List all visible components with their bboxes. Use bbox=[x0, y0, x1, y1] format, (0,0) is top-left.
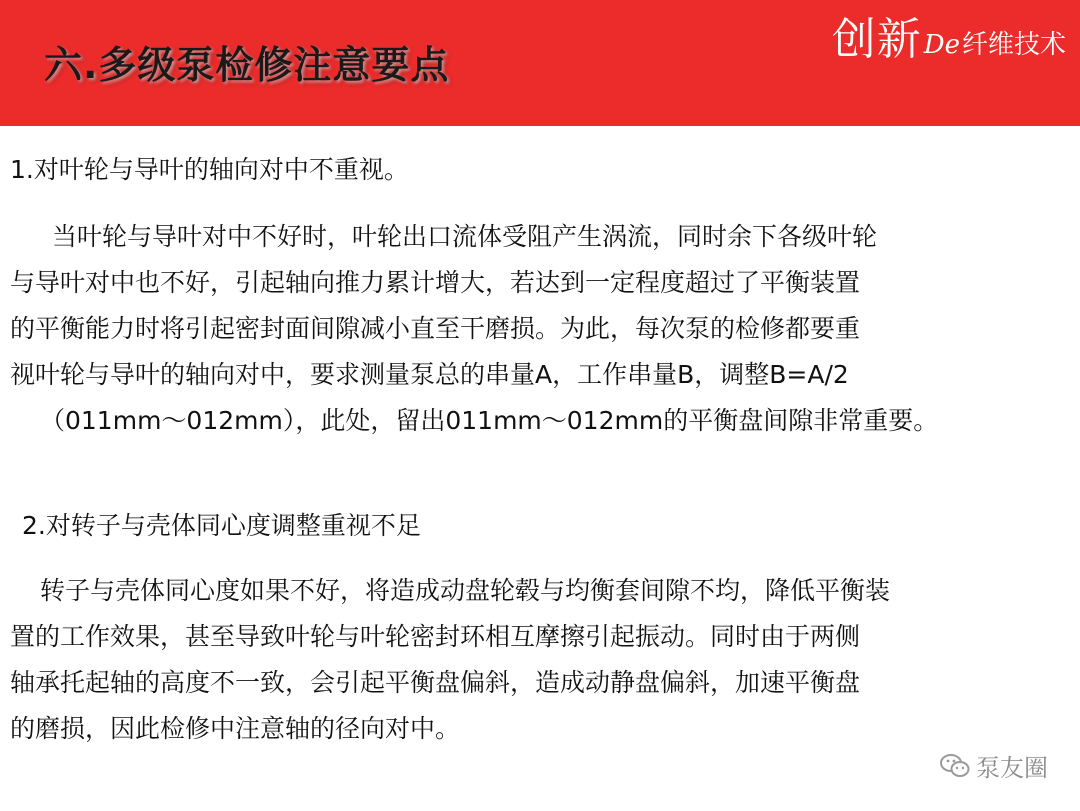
brand-logo bbox=[832, 8, 1066, 68]
section-2-line-1: 转子与壳体同心度如果不好，将造成动盘轮毂与均衡套间隙不均，降低平衡装 bbox=[40, 576, 891, 605]
brand-sub-text: 纤维技术 bbox=[961, 30, 1066, 60]
section-2-heading: 2.对转子与壳体同心度调整重视不足 bbox=[22, 511, 421, 540]
brand-script-text: De bbox=[923, 30, 960, 60]
section-1-line-4: 视叶轮与导叶的轴向对中，要求测量泵总的串量A，工作串量B，调整B=A/2 bbox=[10, 360, 849, 389]
section-1-line-2: 与导叶对中也不好，引起轴向推力累计增大，若达到一定程度超过了平衡装置 bbox=[10, 268, 861, 297]
section-2-body bbox=[10, 568, 890, 752]
section-1-heading: 1.对叶轮与导叶的轴向对中不重视。 bbox=[10, 155, 409, 184]
watermark bbox=[940, 748, 1048, 783]
section-1-line-5: （011mm～012mm），此处，留出011mm～012mm的平衡盘间隙非常重要。 bbox=[40, 406, 939, 435]
section-1-line-1: 当叶轮与导叶对中不好时，叶轮出口流体受阻产生涡流，同时余下各级叶轮 bbox=[52, 222, 878, 251]
page-title: 六.多级泵检修注意要点 bbox=[44, 43, 450, 87]
section-1-line-3: 的平衡能力时将引起密封面间隙减小直至干磨损。为此，每次泵的检修都要重 bbox=[10, 314, 861, 343]
header-bar bbox=[0, 0, 1080, 126]
watermark-text: 泵友圈 bbox=[976, 754, 1048, 782]
section-2-line-2: 置的工作效果，甚至导致叶轮与叶轮密封环相互摩擦引起振动。同时由于两侧 bbox=[10, 622, 861, 651]
section-1-body bbox=[10, 214, 938, 444]
section-2-line-3: 轴承托起轴的高度不一致，会引起平衡盘偏斜，造成动静盘偏斜，加速平衡盘 bbox=[10, 668, 861, 697]
section-2-line-4: 的磨损，因此检修中注意轴的径向对中。 bbox=[10, 714, 461, 743]
brand-main-text: 创新 bbox=[831, 14, 922, 65]
wechat-icon bbox=[940, 753, 970, 779]
